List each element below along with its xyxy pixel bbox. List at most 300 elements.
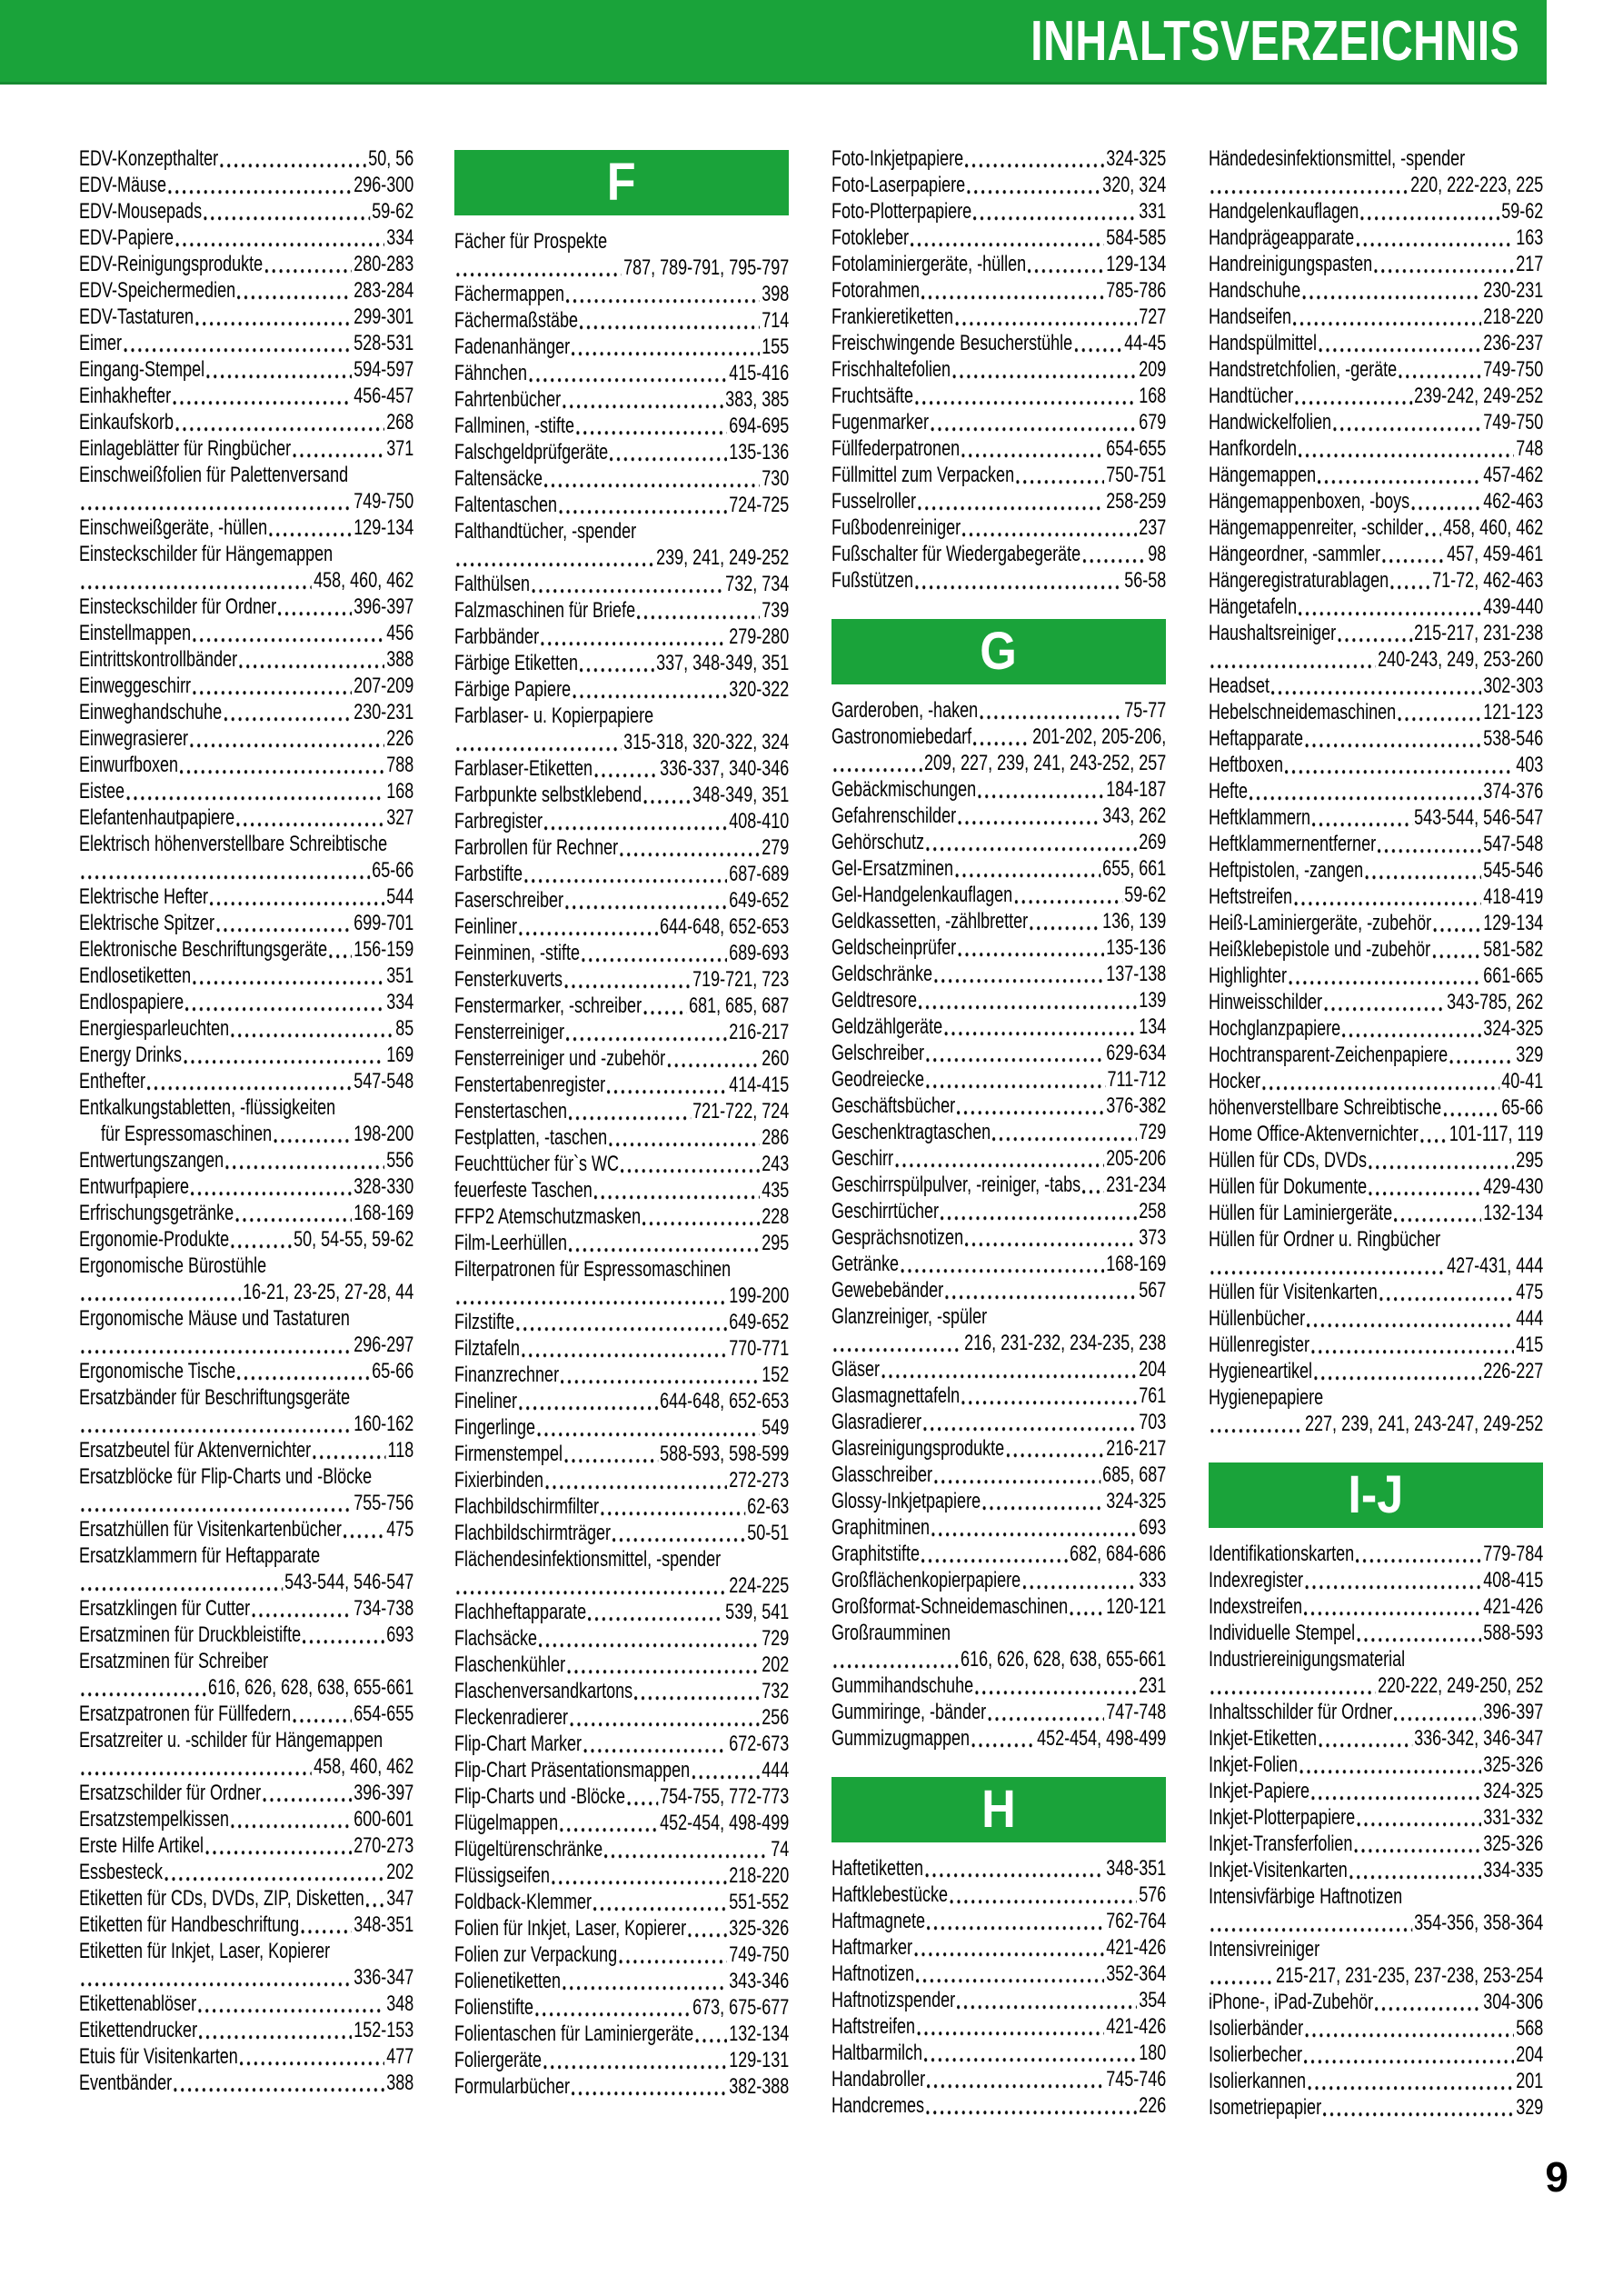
index-entry[interactable]	[1209, 1936, 1543, 1962]
index-entry[interactable]	[454, 1230, 789, 1256]
index-entry[interactable]	[79, 2070, 413, 2096]
index-entry[interactable]	[1209, 673, 1543, 699]
index-entry[interactable]	[1209, 1725, 1543, 1752]
index-entry[interactable]	[831, 514, 1166, 541]
dot-leader	[216, 910, 352, 936]
index-entry[interactable]	[454, 676, 789, 703]
index-entry[interactable]	[831, 198, 1166, 225]
index-entry[interactable]	[1209, 1778, 1543, 1804]
index-entry[interactable]	[1209, 1068, 1543, 1094]
dot-leader	[1304, 1593, 1481, 1620]
index-entry[interactable]	[1209, 277, 1543, 304]
index-entry[interactable]	[454, 386, 789, 413]
entry-label: Hängemappenreiter, -schilder	[1209, 515, 1424, 540]
index-entry[interactable]	[79, 963, 413, 989]
index-entry[interactable]	[1209, 435, 1543, 462]
index-entry[interactable]	[79, 1859, 413, 1885]
index-entry[interactable]	[79, 225, 413, 251]
index-entry[interactable]	[454, 624, 789, 650]
index-entry[interactable]	[454, 544, 789, 571]
index-entry[interactable]	[454, 1731, 789, 1757]
index-entry[interactable]	[79, 330, 413, 356]
dot-leader	[944, 1013, 1137, 1040]
index-entry[interactable]	[454, 307, 789, 334]
index-entry[interactable]	[454, 1968, 789, 1994]
index-entry[interactable]	[454, 834, 789, 861]
index-entry[interactable]	[454, 228, 789, 255]
index-entry[interactable]	[831, 2066, 1166, 2092]
index-entry[interactable]	[831, 1514, 1166, 1541]
index-entry[interactable]	[1209, 330, 1543, 356]
index-entry[interactable]	[79, 594, 413, 620]
index-entry[interactable]	[831, 1987, 1166, 2013]
index-entry[interactable]	[831, 1040, 1166, 1066]
index-entry[interactable]	[831, 855, 1166, 882]
index-entry[interactable]	[1209, 172, 1543, 198]
index-entry[interactable]	[454, 2073, 789, 2100]
index-entry[interactable]	[1209, 1173, 1543, 1200]
index-entry[interactable]	[454, 1335, 789, 1362]
index-entry[interactable]	[1209, 936, 1543, 963]
index-entry[interactable]	[831, 776, 1166, 803]
index-entry[interactable]	[79, 778, 413, 804]
index-entry[interactable]	[79, 1701, 413, 1727]
index-entry[interactable]	[454, 1520, 789, 1546]
index-entry[interactable]	[831, 1462, 1166, 1488]
index-entry[interactable]	[79, 409, 413, 435]
index-entry[interactable]	[1209, 1147, 1543, 1173]
index-entry[interactable]	[79, 1226, 413, 1253]
index-entry[interactable]	[831, 1198, 1166, 1224]
index-entry[interactable]	[1209, 488, 1543, 514]
index-entry-line	[831, 1646, 1166, 1672]
index-entry[interactable]	[831, 1488, 1166, 1514]
index-entry[interactable]	[79, 725, 413, 752]
index-entry[interactable]	[454, 1362, 789, 1388]
index-entry[interactable]	[831, 1855, 1166, 1882]
dot-leader	[278, 594, 352, 620]
index-entry[interactable]	[79, 752, 413, 778]
index-entry[interactable]	[831, 1593, 1166, 1620]
index-entry[interactable]	[454, 1915, 789, 1942]
index-entry[interactable]	[1209, 1857, 1543, 1883]
index-entry-line	[1209, 936, 1543, 963]
index-entry[interactable]	[831, 1356, 1166, 1383]
index-entry[interactable]	[1209, 1358, 1543, 1384]
index-entry[interactable]	[79, 1912, 413, 1938]
index-entry[interactable]	[454, 465, 789, 492]
index-entry[interactable]	[454, 1757, 789, 1783]
index-entry[interactable]	[79, 2017, 413, 2043]
index-entry[interactable]	[454, 1203, 789, 1230]
index-entry[interactable]	[831, 1541, 1166, 1567]
index-entry[interactable]	[1209, 1332, 1543, 1358]
index-entry[interactable]	[79, 567, 413, 594]
index-entry[interactable]	[454, 1493, 789, 1520]
index-entry[interactable]	[1209, 1121, 1543, 1147]
index-entry[interactable]	[831, 356, 1166, 383]
index-entry[interactable]	[831, 1409, 1166, 1435]
index-entry-line	[1209, 1015, 1543, 1042]
dot-leader	[1022, 1567, 1137, 1593]
index-entry[interactable]	[79, 198, 413, 225]
index-entry[interactable]	[1209, 1411, 1543, 1437]
index-entry[interactable]	[831, 697, 1166, 724]
index-entry[interactable]	[831, 1567, 1166, 1593]
index-entry[interactable]	[454, 1862, 789, 1889]
index-entry[interactable]	[454, 1283, 789, 1309]
entry-label: Getränke	[831, 1252, 900, 1276]
index-entry[interactable]	[79, 1832, 413, 1859]
index-entry[interactable]	[79, 1727, 413, 1753]
index-entry[interactable]	[79, 1094, 413, 1121]
index-entry[interactable]	[79, 1542, 413, 1569]
index-entry[interactable]	[454, 940, 789, 966]
index-entry[interactable]	[831, 567, 1166, 594]
index-entry[interactable]	[454, 1177, 789, 1203]
index-entry[interactable]	[79, 620, 413, 646]
index-entry[interactable]	[831, 1066, 1166, 1093]
index-entry[interactable]	[454, 1414, 789, 1441]
index-entry[interactable]	[1209, 304, 1543, 330]
index-entry[interactable]	[831, 803, 1166, 829]
index-entry[interactable]	[1209, 409, 1543, 435]
index-entry[interactable]	[454, 1942, 789, 1968]
index-entry[interactable]	[1209, 251, 1543, 277]
index-entry[interactable]	[1209, 963, 1543, 989]
index-entry[interactable]	[454, 887, 789, 913]
index-entry[interactable]	[454, 439, 789, 465]
index-entry[interactable]	[79, 277, 413, 304]
dot-leader	[1082, 1172, 1104, 1198]
index-entry[interactable]	[1209, 1226, 1543, 1253]
index-entry[interactable]	[79, 1358, 413, 1384]
index-entry[interactable]	[454, 1019, 789, 1045]
index-entry[interactable]	[831, 1013, 1166, 1040]
index-entry[interactable]	[454, 1678, 789, 1704]
index-entry[interactable]	[454, 1388, 789, 1414]
index-entry[interactable]	[831, 1934, 1166, 1961]
index-entry[interactable]	[1209, 1804, 1543, 1831]
index-entry[interactable]	[1209, 1094, 1543, 1121]
index-entry[interactable]	[831, 251, 1166, 277]
index-entry[interactable]	[454, 1625, 789, 1652]
index-entry[interactable]	[454, 597, 789, 624]
index-entry[interactable]	[79, 1806, 413, 1832]
index-entry[interactable]	[79, 673, 413, 699]
index-entry[interactable]	[1209, 725, 1543, 752]
index-entry[interactable]	[454, 1836, 789, 1862]
index-entry[interactable]	[1209, 1567, 1543, 1593]
index-entry[interactable]	[831, 908, 1166, 934]
index-entry[interactable]	[454, 1572, 789, 1599]
index-entry[interactable]	[1209, 1384, 1543, 1411]
index-entry[interactable]	[831, 934, 1166, 961]
index-entry[interactable]	[454, 1599, 789, 1625]
index-entry[interactable]	[1209, 1620, 1543, 1646]
index-entry[interactable]	[79, 1780, 413, 1806]
index-entry[interactable]	[79, 172, 413, 198]
index-entry[interactable]	[79, 1595, 413, 1622]
index-entry[interactable]	[454, 334, 789, 360]
index-entry[interactable]	[454, 360, 789, 386]
index-entry[interactable]	[831, 1172, 1166, 1198]
index-entry[interactable]	[1209, 699, 1543, 725]
index-entry[interactable]	[1209, 1305, 1543, 1332]
index-entry[interactable]	[1209, 1253, 1543, 1279]
entry-label: Ersatzschilder für Ordner	[79, 1781, 262, 1805]
index-entry[interactable]	[831, 462, 1166, 488]
index-entry[interactable]	[1209, 567, 1543, 594]
index-entry[interactable]	[454, 571, 789, 597]
index-entry[interactable]	[454, 755, 789, 782]
index-entry[interactable]	[79, 1622, 413, 1648]
index-entry[interactable]	[1209, 594, 1543, 620]
index-entry[interactable]	[79, 1305, 413, 1332]
index-entry[interactable]	[831, 1277, 1166, 1303]
index-entry[interactable]	[1209, 804, 1543, 831]
index-entry[interactable]	[1209, 1699, 1543, 1725]
index-entry[interactable]	[454, 1994, 789, 2021]
index-entry[interactable]	[454, 1045, 789, 1072]
index-entry[interactable]	[1209, 620, 1543, 646]
index-entry[interactable]	[79, 1674, 413, 1701]
index-entry[interactable]	[831, 1908, 1166, 1934]
index-entry[interactable]	[1209, 1541, 1543, 1567]
index-entry[interactable]	[79, 1938, 413, 1964]
index-entry[interactable]	[79, 1463, 413, 1490]
index-entry[interactable]	[831, 1646, 1166, 1672]
index-entry[interactable]	[79, 883, 413, 910]
index-entry[interactable]	[1209, 356, 1543, 383]
index-entry[interactable]	[454, 2047, 789, 2073]
entry-label: Großraumminen	[831, 1621, 951, 1645]
index-entry[interactable]	[79, 910, 413, 936]
index-entry[interactable]	[454, 413, 789, 439]
index-entry[interactable]	[79, 1121, 413, 1147]
index-entry[interactable]	[79, 1332, 413, 1358]
index-entry[interactable]	[79, 1753, 413, 1780]
index-entry[interactable]	[1209, 145, 1543, 172]
index-entry[interactable]	[454, 1151, 789, 1177]
index-entry-line	[454, 1124, 789, 1151]
index-entry[interactable]	[831, 1620, 1166, 1646]
index-entry[interactable]	[831, 225, 1166, 251]
index-entry[interactable]	[1209, 1672, 1543, 1699]
index-entry[interactable]	[1209, 2094, 1543, 2121]
index-entry[interactable]	[831, 1224, 1166, 1251]
index-entry[interactable]	[831, 1145, 1166, 1172]
index-entry[interactable]	[454, 650, 789, 676]
index-entry[interactable]	[454, 1124, 789, 1151]
index-entry[interactable]	[79, 383, 413, 409]
index-entry[interactable]	[79, 831, 413, 857]
index-entry[interactable]	[831, 172, 1166, 198]
index-entry[interactable]	[79, 1648, 413, 1674]
index-entry[interactable]	[454, 1783, 789, 1810]
index-entry[interactable]	[454, 1810, 789, 1836]
index-entry[interactable]	[454, 1546, 789, 1572]
index-entry[interactable]	[831, 1303, 1166, 1330]
index-entry[interactable]	[79, 1964, 413, 1991]
index-entry[interactable]	[831, 304, 1166, 330]
index-entry[interactable]	[1209, 1962, 1543, 1989]
index-entry[interactable]	[831, 1435, 1166, 1462]
index-entry[interactable]	[831, 145, 1166, 172]
index-entry[interactable]	[454, 729, 789, 755]
index-entry[interactable]	[1209, 2041, 1543, 2068]
index-entry[interactable]	[454, 1072, 789, 1098]
index-entry[interactable]	[79, 989, 413, 1015]
index-entry[interactable]	[831, 750, 1166, 776]
index-entry[interactable]	[1209, 752, 1543, 778]
index-entry[interactable]	[454, 861, 789, 887]
index-entry[interactable]	[831, 1961, 1166, 1987]
index-entry[interactable]	[79, 1411, 413, 1437]
index-entry[interactable]	[79, 145, 413, 172]
index-entry[interactable]	[831, 541, 1166, 567]
index-entry[interactable]	[454, 281, 789, 307]
index-entry[interactable]	[831, 277, 1166, 304]
index-entry[interactable]	[79, 435, 413, 462]
index-entry[interactable]	[454, 1098, 789, 1124]
index-entry[interactable]	[1209, 1200, 1543, 1226]
index-entry[interactable]	[454, 518, 789, 544]
index-entry[interactable]	[454, 1309, 789, 1335]
index-entry[interactable]	[454, 966, 789, 993]
index-entry[interactable]	[831, 1330, 1166, 1356]
index-entry[interactable]	[454, 1441, 789, 1467]
index-entry[interactable]	[1209, 883, 1543, 910]
index-entry[interactable]	[79, 251, 413, 277]
index-entry[interactable]	[79, 1042, 413, 1068]
index-entry[interactable]	[79, 1437, 413, 1463]
index-entry[interactable]	[454, 1889, 789, 1915]
index-entry[interactable]	[454, 703, 789, 729]
index-entry[interactable]	[1209, 831, 1543, 857]
index-entry[interactable]	[79, 514, 413, 541]
index-entry[interactable]	[1209, 198, 1543, 225]
index-entry[interactable]	[831, 435, 1166, 462]
index-entry[interactable]	[1209, 1015, 1543, 1042]
index-entry[interactable]	[79, 857, 413, 883]
index-entry[interactable]	[831, 383, 1166, 409]
index-entry[interactable]	[831, 1672, 1166, 1699]
index-entry[interactable]	[79, 804, 413, 831]
index-entry[interactable]	[79, 1516, 413, 1542]
index-entry[interactable]	[831, 882, 1166, 908]
index-entry[interactable]	[831, 829, 1166, 855]
index-entry[interactable]	[831, 2013, 1166, 2040]
index-entry[interactable]	[831, 330, 1166, 356]
index-entry[interactable]	[831, 1699, 1166, 1725]
index-entry[interactable]	[79, 1490, 413, 1516]
index-entry[interactable]	[79, 1384, 413, 1411]
index-entry[interactable]	[1209, 857, 1543, 883]
index-entry[interactable]	[79, 462, 413, 488]
index-entry[interactable]	[831, 1251, 1166, 1277]
index-entry[interactable]	[454, 993, 789, 1019]
index-entry[interactable]	[454, 782, 789, 808]
index-entry[interactable]	[454, 1256, 789, 1283]
index-entry[interactable]	[454, 808, 789, 834]
index-entry[interactable]	[831, 488, 1166, 514]
index-entry[interactable]	[831, 1725, 1166, 1752]
index-entry[interactable]	[454, 255, 789, 281]
index-entry[interactable]	[454, 2021, 789, 2047]
index-entry[interactable]	[1209, 1910, 1543, 1936]
index-entry[interactable]	[454, 1704, 789, 1731]
index-entry[interactable]	[1209, 778, 1543, 804]
index-entry[interactable]	[79, 1147, 413, 1173]
index-entry[interactable]	[1209, 462, 1543, 488]
index-entry[interactable]	[79, 646, 413, 673]
dot-leader	[1369, 1173, 1481, 1200]
index-column-1	[79, 145, 413, 2096]
index-entry[interactable]	[1209, 1831, 1543, 1857]
index-entry[interactable]	[1209, 541, 1543, 567]
index-entry[interactable]	[831, 2092, 1166, 2119]
index-entry[interactable]	[1209, 910, 1543, 936]
index-entry[interactable]	[831, 1882, 1166, 1908]
index-entry[interactable]	[79, 1068, 413, 1094]
index-entry[interactable]	[831, 409, 1166, 435]
index-entry[interactable]	[79, 1569, 413, 1595]
index-entry[interactable]	[1209, 1279, 1543, 1305]
index-entry[interactable]	[831, 987, 1166, 1013]
index-entry[interactable]	[1209, 646, 1543, 673]
index-entry[interactable]	[1209, 1989, 1543, 2015]
index-entry[interactable]	[79, 936, 413, 963]
index-entry[interactable]	[454, 1467, 789, 1493]
index-entry[interactable]	[79, 488, 413, 514]
index-entry[interactable]	[79, 356, 413, 383]
index-entry[interactable]	[79, 304, 413, 330]
index-entry[interactable]	[831, 1383, 1166, 1409]
index-entry[interactable]	[1209, 1042, 1543, 1068]
index-entry[interactable]	[79, 699, 413, 725]
index-entry[interactable]	[1209, 2068, 1543, 2094]
index-entry[interactable]	[79, 1015, 413, 1042]
index-entry[interactable]	[79, 1173, 413, 1200]
index-entry[interactable]	[79, 1253, 413, 1279]
index-entry[interactable]	[831, 724, 1166, 750]
dot-leader	[303, 1622, 384, 1648]
index-entry[interactable]	[1209, 514, 1543, 541]
index-entry[interactable]	[831, 961, 1166, 987]
index-entry[interactable]	[1209, 225, 1543, 251]
index-entry[interactable]	[454, 1652, 789, 1678]
index-entry[interactable]	[1209, 989, 1543, 1015]
index-entry[interactable]	[1209, 2015, 1543, 2041]
index-entry[interactable]	[831, 1093, 1166, 1119]
index-entry[interactable]	[831, 1119, 1166, 1145]
index-entry[interactable]	[454, 913, 789, 940]
index-entry[interactable]	[79, 2043, 413, 2070]
index-entry[interactable]	[79, 1991, 413, 2017]
index-entry[interactable]	[79, 541, 413, 567]
index-entry[interactable]	[1209, 1752, 1543, 1778]
index-entry[interactable]	[79, 1885, 413, 1912]
index-entry[interactable]	[454, 492, 789, 518]
index-entry[interactable]	[1209, 383, 1543, 409]
index-entry[interactable]	[831, 2040, 1166, 2066]
index-entry[interactable]	[1209, 1883, 1543, 1910]
index-entry[interactable]	[1209, 1646, 1543, 1672]
index-entry[interactable]	[79, 1279, 413, 1305]
index-entry[interactable]	[79, 1200, 413, 1226]
index-entry[interactable]	[1209, 1593, 1543, 1620]
